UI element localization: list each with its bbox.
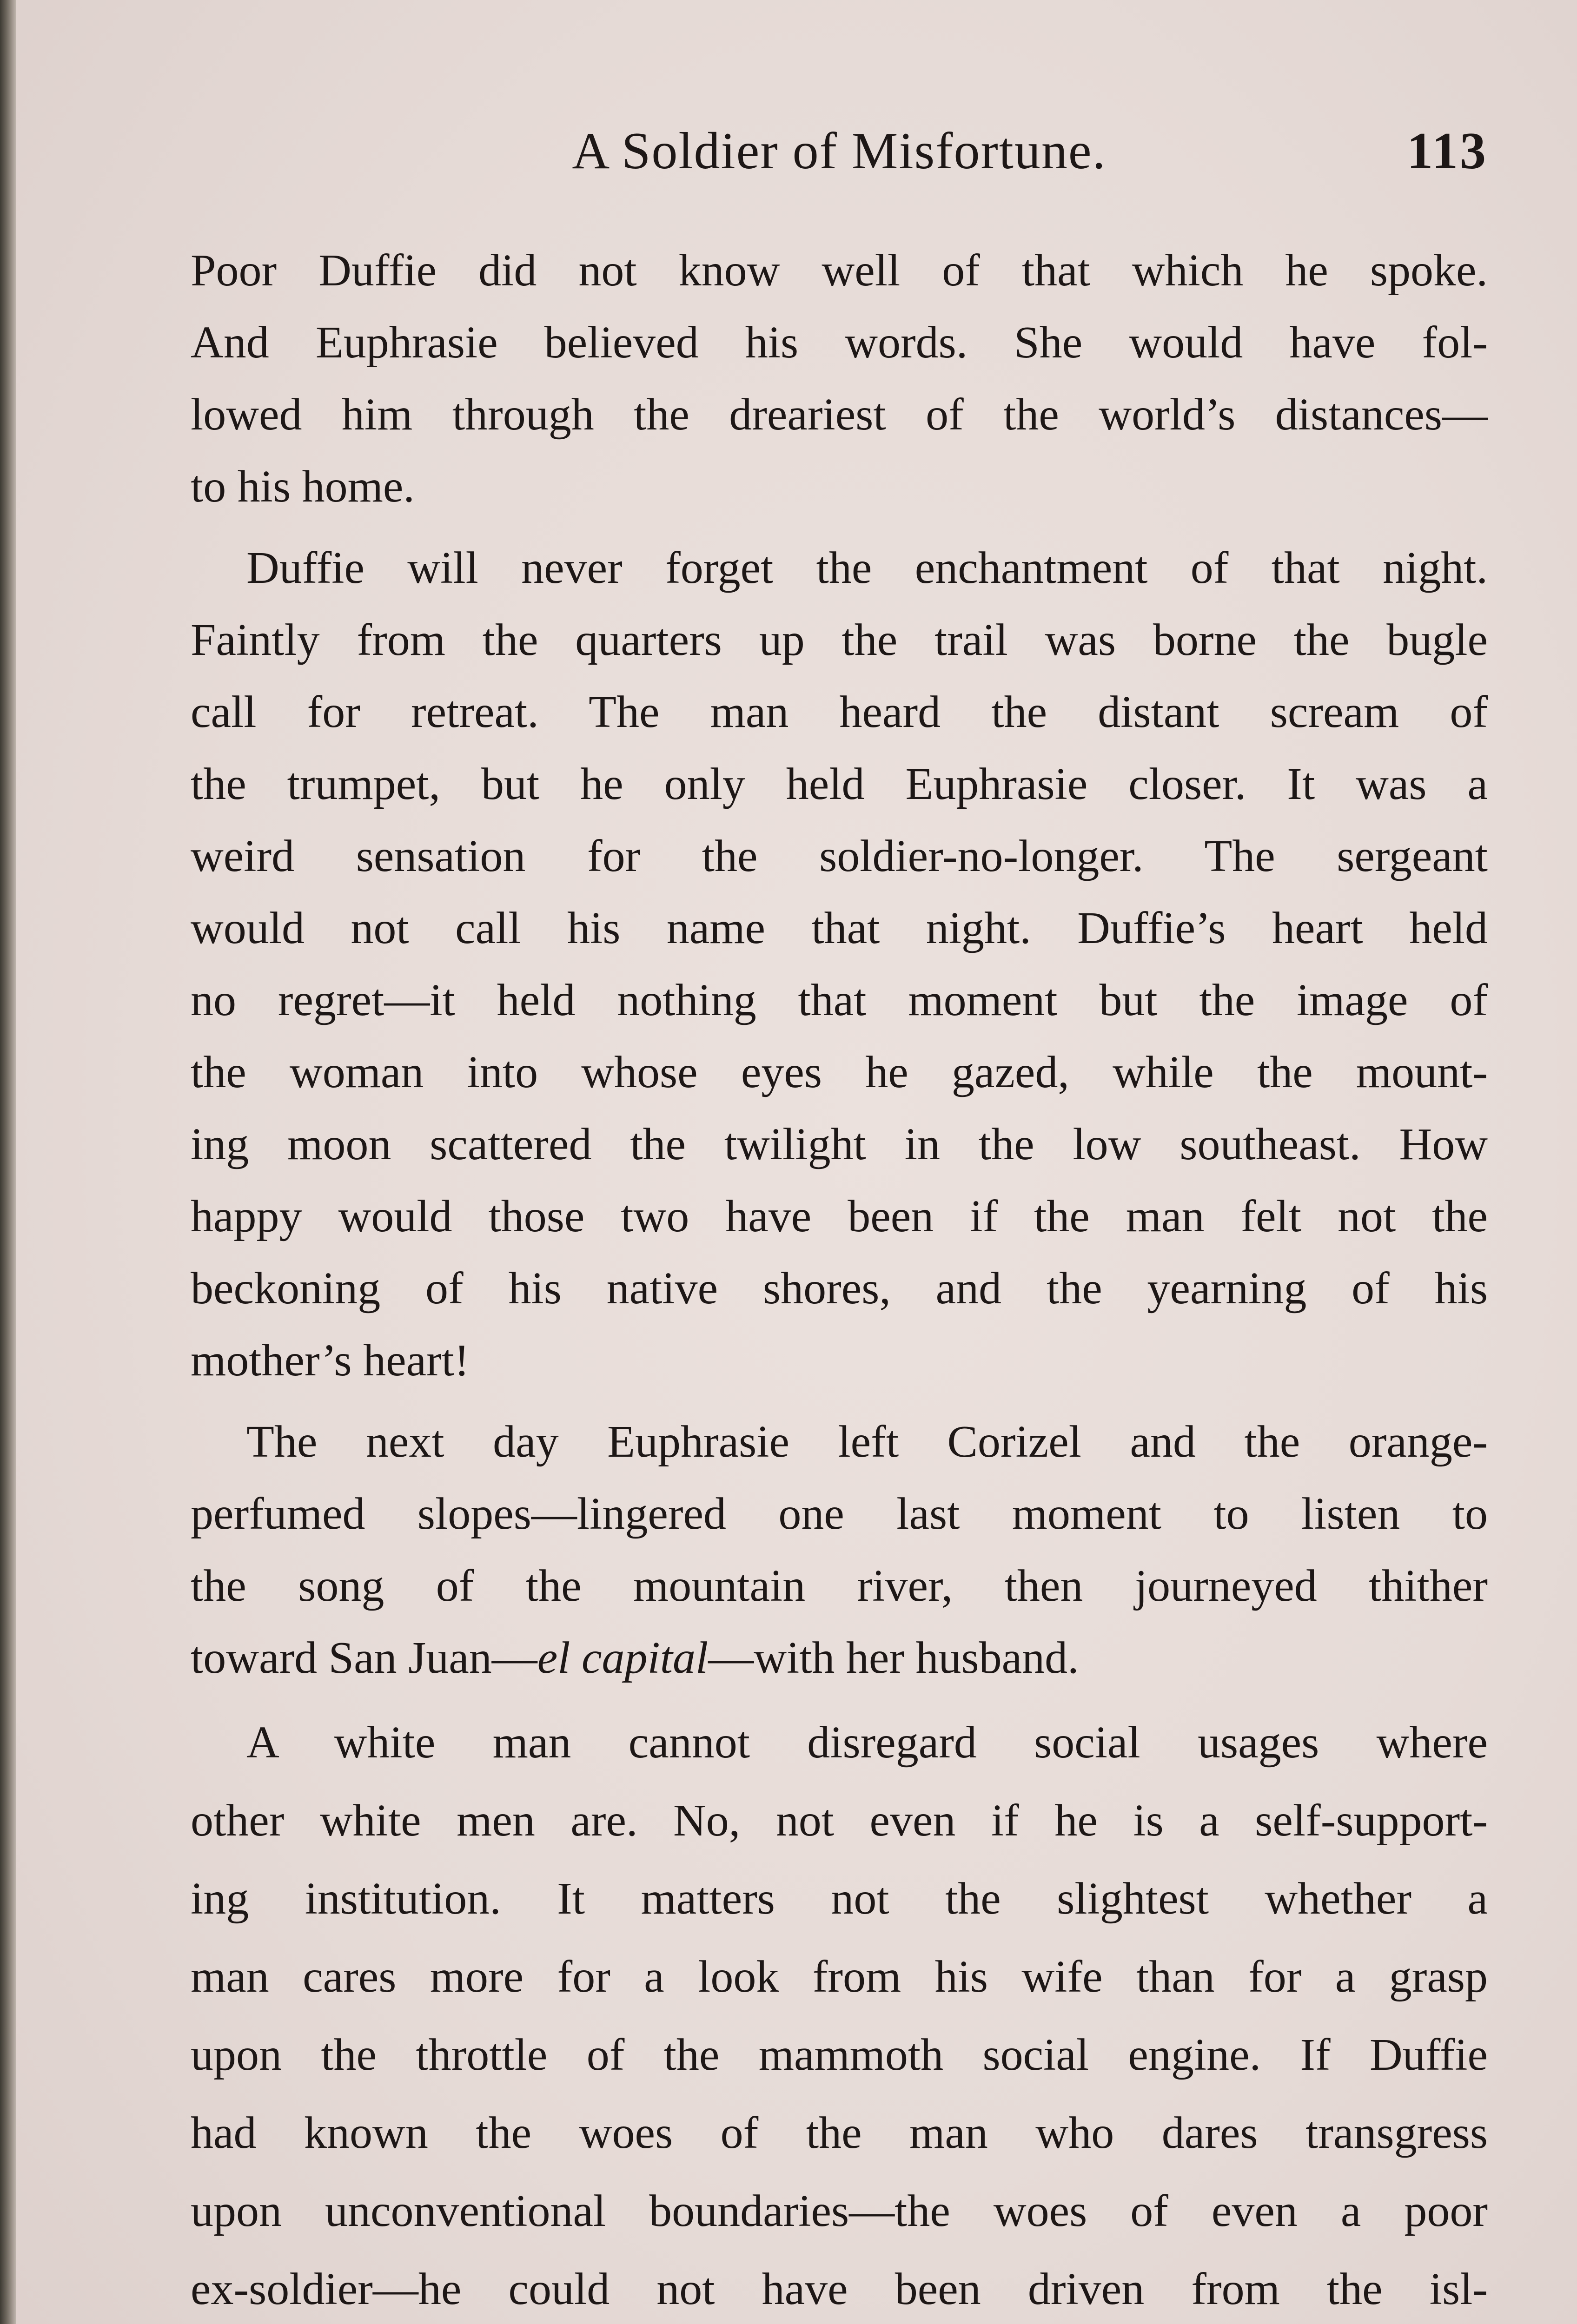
text-line: other white men are. No, not even if he is a self-support- bbox=[191, 1796, 1488, 1846]
text-line: mother’s heart! bbox=[191, 1335, 470, 1386]
text-line: to his home. bbox=[191, 462, 415, 512]
text-line: upon unconventional boundaries—the woes of even a poor bbox=[191, 2186, 1488, 2236]
text-run: toward San Juan— bbox=[191, 1633, 537, 1683]
paragraph-2 bbox=[191, 532, 1488, 1397]
body-text bbox=[191, 235, 1488, 2324]
text-line: upon the throttle of the mammoth social engine. If Duffie bbox=[191, 2030, 1488, 2080]
text-line: lowed him through the dreariest of the world’s distances— bbox=[191, 390, 1488, 440]
text-line: no regret—it held nothing that moment but the image of bbox=[191, 975, 1488, 1025]
running-head bbox=[191, 116, 1488, 186]
text-line: would not call his name that night. Duffie’s heart held bbox=[191, 903, 1488, 953]
text-line: ing moon scattered the twilight in the low southeast. How bbox=[191, 1119, 1488, 1169]
paragraph-3 bbox=[191, 1406, 1488, 1694]
paragraph-4 bbox=[191, 1703, 1488, 2324]
text-line: the song of the mountain river, then journeyed thither bbox=[191, 1561, 1488, 1611]
text-run: —with her husband. bbox=[708, 1633, 1079, 1683]
text-line: A white man cannot disregard social usages where bbox=[246, 1717, 1488, 1768]
text-line: The next day Euphrasie left Corizel and the orange- bbox=[246, 1417, 1488, 1467]
text-line-mixed bbox=[191, 1622, 1488, 1694]
text-line: call for retreat. The man heard the distant scream of bbox=[191, 687, 1488, 737]
page-binding-edge bbox=[0, 0, 16, 2324]
text-line: the woman into whose eyes he gazed, while the mount- bbox=[191, 1047, 1488, 1097]
text-line: weird sensation for the soldier-no-longer. The sergeant bbox=[191, 831, 1488, 881]
text-line: And Euphrasie believed his words. She would have fol- bbox=[191, 317, 1488, 368]
running-title: A Soldier of Misfortune. bbox=[572, 122, 1107, 180]
italic-phrase: el capital bbox=[537, 1633, 709, 1683]
text-line: man cares more for a look from his wife than for a grasp bbox=[191, 1952, 1488, 2002]
text-line: Faintly from the quarters up the trail was borne the bugle bbox=[191, 615, 1488, 665]
text-line: the trumpet, but he only held Euphrasie closer. It was a bbox=[191, 759, 1488, 809]
text-line: ing institution. It matters not the slightest whether a bbox=[191, 1874, 1488, 1924]
text-line: perfumed slopes—lingered one last moment to listen to bbox=[191, 1489, 1488, 1539]
text-line: Poor Duffie did not know well of that which he spoke. bbox=[191, 245, 1488, 296]
paragraph-1 bbox=[191, 235, 1488, 523]
page-number: 113 bbox=[1407, 122, 1488, 180]
text-line: had known the woes of the man who dares transgress bbox=[191, 2108, 1488, 2158]
text-line: happy would those two have been if the man felt not the bbox=[191, 1191, 1488, 1241]
text-line: beckoning of his native shores, and the yearning of his bbox=[191, 1263, 1488, 1314]
text-line: ex-soldier—he could not have been driven from the isl- bbox=[191, 2264, 1488, 2314]
text-line: Duffie will never forget the enchantment of that night. bbox=[246, 543, 1488, 593]
